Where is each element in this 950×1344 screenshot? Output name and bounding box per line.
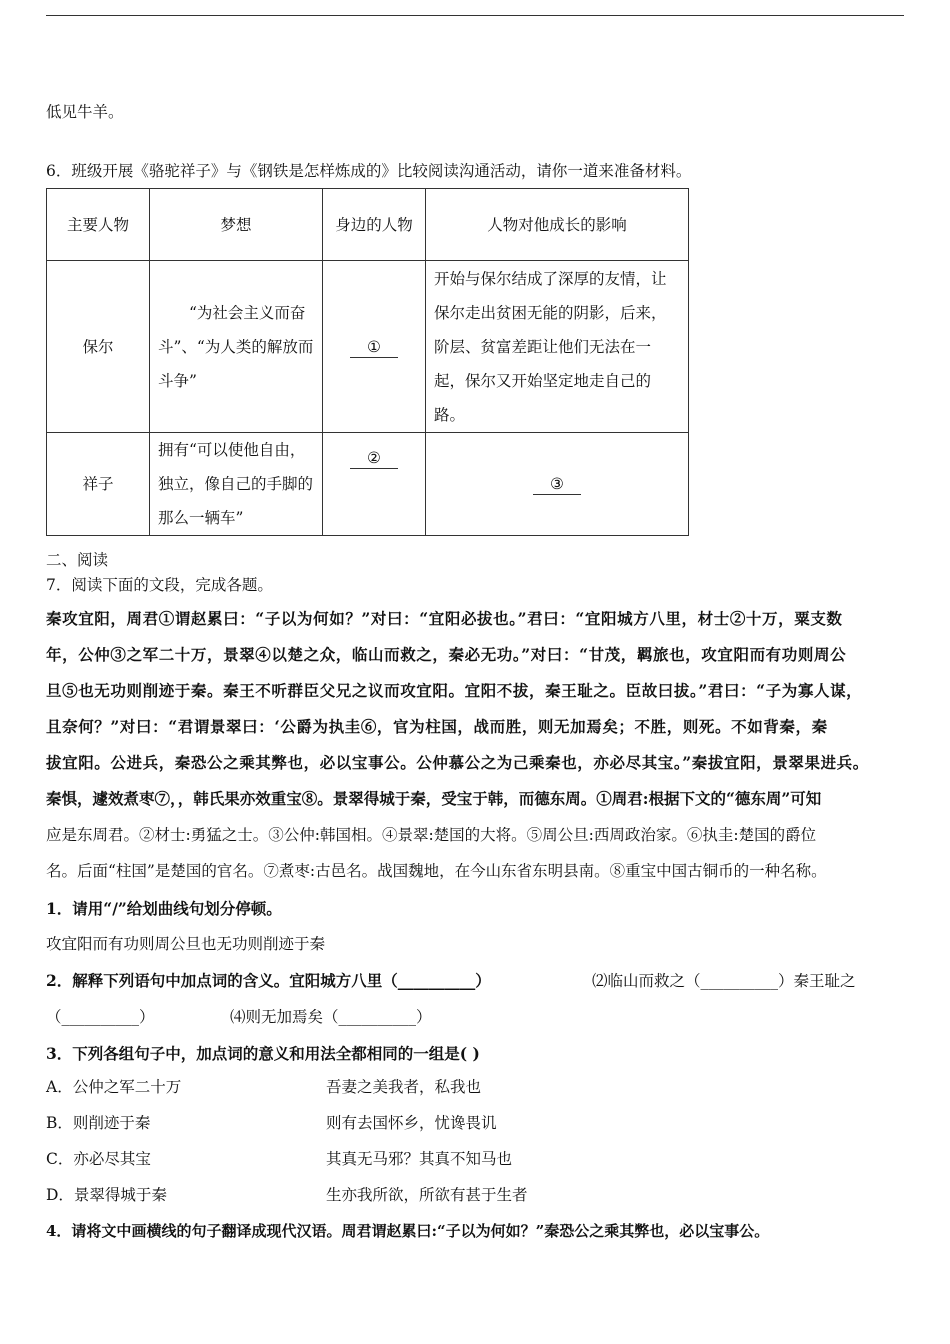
passage-line-5: 拔宜阳。公进兵，秦恐公之乘其弊也，必以宝事公。公仲慕公之为己乘秦也，亦必尽其宝。”秦拔宜阳，景翠果进兵。 — [46, 753, 869, 772]
header-rule — [46, 15, 904, 16]
question-6-stem: 6．班级开展《骆驼祥子》与《钢铁是怎样炼成的》比较阅读沟通活动，请你一道来准备材料。 — [46, 162, 692, 180]
sub-question-4: 4．请将文中画横线的句子翻译成现代汉语。周君谓赵累曰:“子以为何如？”秦恐公之乘其弊也，必以宝事公。 — [46, 1222, 770, 1240]
cell-dream: 拥有“可以使他自由，独立，像自己的手脚的那么一辆车” — [150, 433, 323, 536]
comparison-table — [46, 188, 689, 536]
passage-line-3: 旦⑤也无功则削迹于秦。秦王不听群臣父兄之议而攻宜阳。宜阳不拔，秦王耻之。臣故曰拔。”君曰：“子为寡人谋， — [46, 681, 863, 700]
blank-2[interactable]: ② — [350, 448, 398, 469]
sub-question-2-part-b: ⑵临山而救之（__________）秦王耻之 — [592, 972, 856, 990]
cell-influence — [426, 433, 689, 536]
cell-person: 保尔 — [47, 261, 150, 433]
sub-question-2-part-d: ⑷则无加焉矣（__________） — [230, 1008, 432, 1026]
blank-3[interactable]: ③ — [533, 474, 581, 495]
passage-line-7: 应是东周君。②材士:勇猛之士。③公仲:韩国相。④景翠:楚国的大将。⑤周公旦:西周政治家。⑥执圭:楚国的爵位 — [46, 826, 817, 844]
cell-people — [323, 261, 426, 433]
table-row — [47, 433, 689, 536]
header-people: 身边的人物 — [323, 189, 426, 261]
header-influence: 人物对他成长的影响 — [426, 189, 689, 261]
sub-question-3: 3．下列各组句子中，加点词的意义和用法全都相同的一组是( ) — [46, 1044, 480, 1063]
blank-1[interactable]: ① — [350, 337, 398, 358]
option-d-pair: 生亦我所欲，所欲有甚于生者 — [326, 1186, 528, 1204]
passage-line-1: 秦攻宜阳，周君①谓赵累曰：“子以为何如？”对曰：“宜阳必拔也。”君曰：“宜阳城方八里，材士②十万，粟支数 — [46, 609, 843, 628]
option-d-label: D．景翠得城于秦 — [46, 1186, 167, 1204]
sub-question-1: 1．请用“/”给划曲线句划分停顿。 — [46, 899, 282, 918]
option-b-label: B．则削迹于秦 — [46, 1114, 151, 1132]
sub-question-1-sentence: 攻宜阳而有功则周公旦也无功则削迹于秦 — [46, 935, 326, 953]
header-dream: 梦想 — [150, 189, 323, 261]
sub-question-2-part-c: （__________） — [46, 1008, 155, 1026]
sub-question-2-cont — [46, 1006, 906, 1028]
question-7-stem: 7．阅读下面的文段，完成各题。 — [46, 576, 273, 594]
section-2-heading: 二、阅读 — [46, 551, 109, 569]
passage-line-6: 秦惧，遽效煮枣⑦，，韩氏果亦效重宝⑧。景翠得城于秦，受宝于韩，而德东周。①周君:根据下文的“德东周”可知 — [46, 789, 822, 808]
option-a-label: A．公仲之军二十万 — [46, 1078, 182, 1096]
table-header-row — [47, 189, 689, 261]
option-c[interactable] — [46, 1148, 906, 1170]
option-c-pair: 其真无马邪？其真不知马也 — [326, 1150, 513, 1168]
option-a-pair: 吾妻之美我者，私我也 — [326, 1078, 482, 1096]
cell-person: 祥子 — [47, 433, 150, 536]
header-person: 主要人物 — [47, 189, 150, 261]
option-a[interactable] — [46, 1076, 906, 1098]
passage-line-8: 名。后面“柱国”是楚国的官名。⑦煮枣:古邑名。战国魏地，在今山东省东明县南。⑧重宝中国古铜币的一种名称。 — [46, 862, 827, 880]
cell-dream: “为社会主义而奋斗”、“为人类的解放而斗争” — [150, 261, 323, 433]
cell-people — [323, 433, 426, 536]
passage-line-4: 且奈何？”对曰：“君谓景翠曰：‘公爵为执圭⑥，官为柱国，战而胜，则无加焉矣；不胜，则死。不如背秦，秦 — [46, 717, 828, 736]
option-c-label: C．亦必尽其宝 — [46, 1150, 151, 1168]
passage-line-2: 年，公仲③之军二十万，景翠④以楚之众，临山而救之，秦必无功。”对曰：“甘茂，羁旅也，攻宜阳而有功则周公 — [46, 645, 847, 664]
sub-question-2 — [46, 970, 906, 992]
cell-influence: 开始与保尔结成了深厚的友情，让保尔走出贫困无能的阴影，后来，阶层、贫富差距让他们无法在一起，保尔又开始坚定地走自己的路。 — [426, 261, 689, 433]
option-b-pair: 则有去国怀乡，忧谗畏讥 — [326, 1114, 497, 1132]
option-b[interactable] — [46, 1112, 906, 1134]
option-d[interactable] — [46, 1184, 906, 1206]
table-row — [47, 261, 689, 433]
prev-text-tail: 低见牛羊。 — [46, 103, 124, 121]
sub-question-2-part-a: 2．解释下列语句中加点词的含义。宜阳城方八里（__________） — [46, 971, 491, 990]
